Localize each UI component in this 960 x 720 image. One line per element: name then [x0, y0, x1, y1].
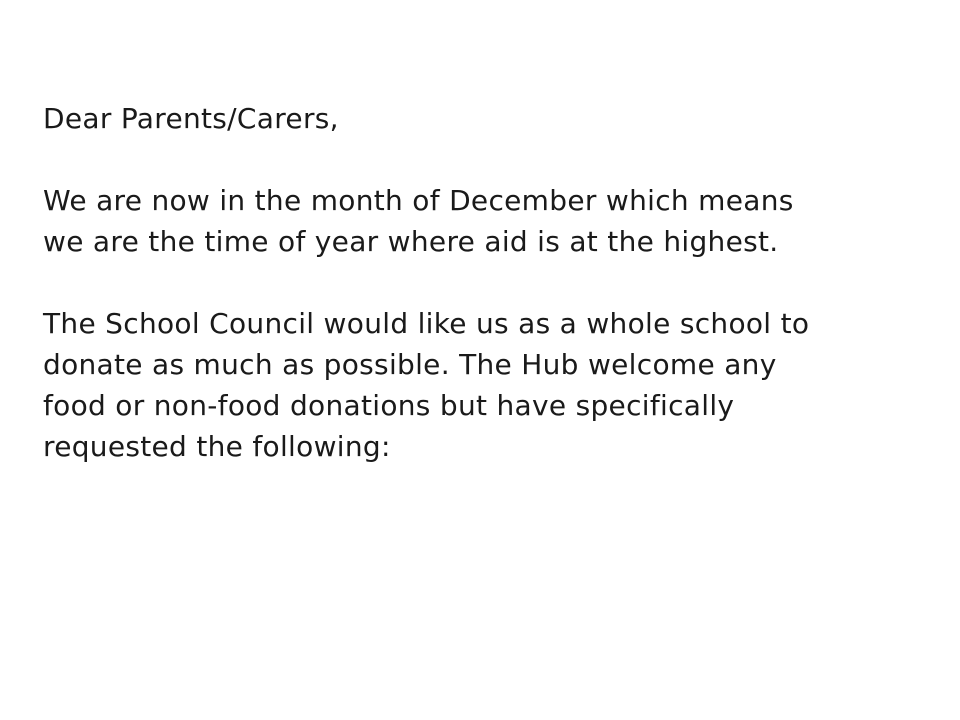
letter-body [43, 98, 943, 467]
paragraph-line: The School Council would like us as a whole school to [43, 307, 810, 340]
paragraph-line: donate as much as possible. The Hub welcome any [43, 348, 777, 381]
paragraph-line: We are now in the month of December which means [43, 184, 794, 217]
paragraph-line: requested the following: [43, 430, 391, 463]
paragraph-spacer [43, 262, 943, 303]
paragraph-spacer [43, 139, 943, 180]
paragraph-donation-request [43, 303, 943, 467]
letter-greeting: Dear Parents/Carers, [43, 102, 339, 135]
paragraph-december-aid [43, 180, 943, 262]
paragraph-line: food or non-food donations but have specifically [43, 389, 735, 422]
paragraph-line: we are the time of year where aid is at the highest. [43, 225, 779, 258]
